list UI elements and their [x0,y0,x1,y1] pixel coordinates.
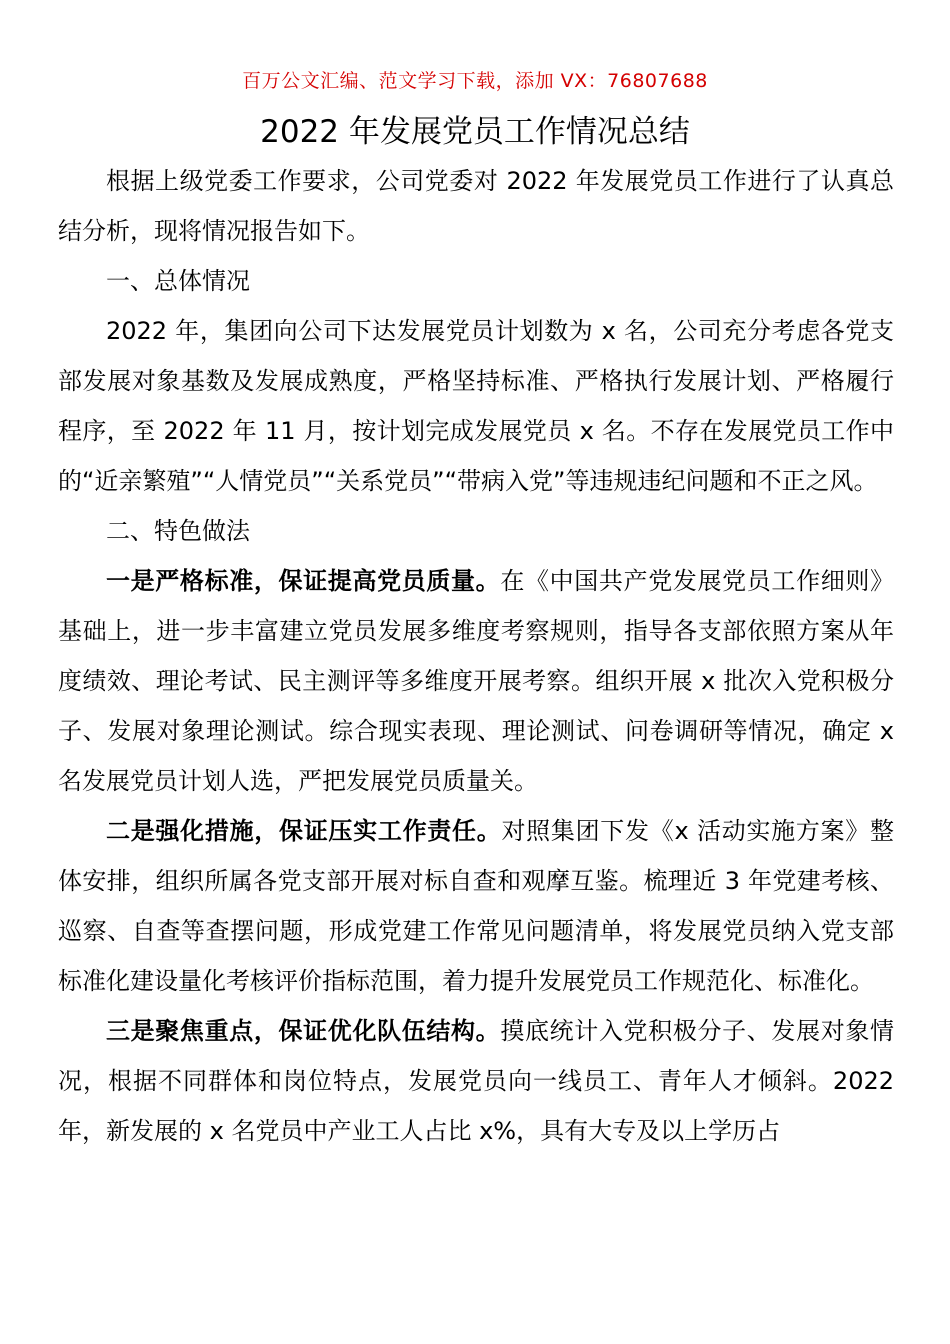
practice-paragraph-2 [58,806,894,1006]
intro-paragraph: 根据上级党委工作要求，公司党委对 2022 年发展党员工作进行了认真总结分析，现将情况报告如下。 [58,167,894,245]
section-heading-overview: 一、总体情况 [106,267,250,295]
practice-text-1: 在《中国共产党发展党员工作细则》基础上，进一步丰富建立党员发展多维度考察规则，指导各支部依照方案从年度绩效、理论考试、民主测评等多维度开展考察。组织开展 x 批次入党积极分子、发展对象理论测试。综合现实表现、理论测试、问卷调研等情况，确定 x 名发展党员计划人选，严把发展党员质量关。 [58,567,895,795]
practice-text-2: 对照集团下发《x 活动实施方案》整体安排，组织所属各党支部开展对标自查和观摩互鉴。梳理近 3 年党建考核、巡察、自查等查摆问题，形成党建工作常见问题清单，将发展党员纳入党支部标准化建设量化考核评价指标范围，着力提升发展党员工作规范化、标准化。 [58,817,894,995]
overview-paragraph: 2022 年，集团向公司下达发展党员计划数为 x 名，公司充分考虑各党支部发展对象基数及发展成熟度，严格坚持标准、严格执行发展计划、严格履行程序，至 2022 年 11 月，按计划完成发展党员 x 名。不存在发展党员工作中的“近亲繁殖”“人情党员”“关系党员”“带病入党”等违规违纪问题和不正之风。 [58,317,894,495]
practice-lead-3: 三是聚焦重点，保证优化队伍结构。 [106,1017,501,1045]
practice-paragraph-3 [58,1006,894,1156]
section-heading-practices: 二、特色做法 [106,517,250,545]
page-title: 2022 年发展党员工作情况总结 [260,114,690,150]
practice-lead-1: 一是严格标准，保证提高党员质量。 [106,567,501,595]
document-body [58,156,894,1156]
practice-text-3: 摸底统计入党积极分子、发展对象情况，根据不同群体和岗位特点，发展党员向一线员工、青年人才倾斜。2022 年，新发展的 x 名党员中产业工人占比 x%，具有大专及以上学历占 [58,1017,895,1145]
watermark-text: 百万公文汇编、范文学习下载，添加 VX：76807688 [242,70,708,92]
practice-lead-2: 二是强化措施，保证压实工作责任。 [106,817,502,845]
practice-paragraph-1 [58,556,894,806]
